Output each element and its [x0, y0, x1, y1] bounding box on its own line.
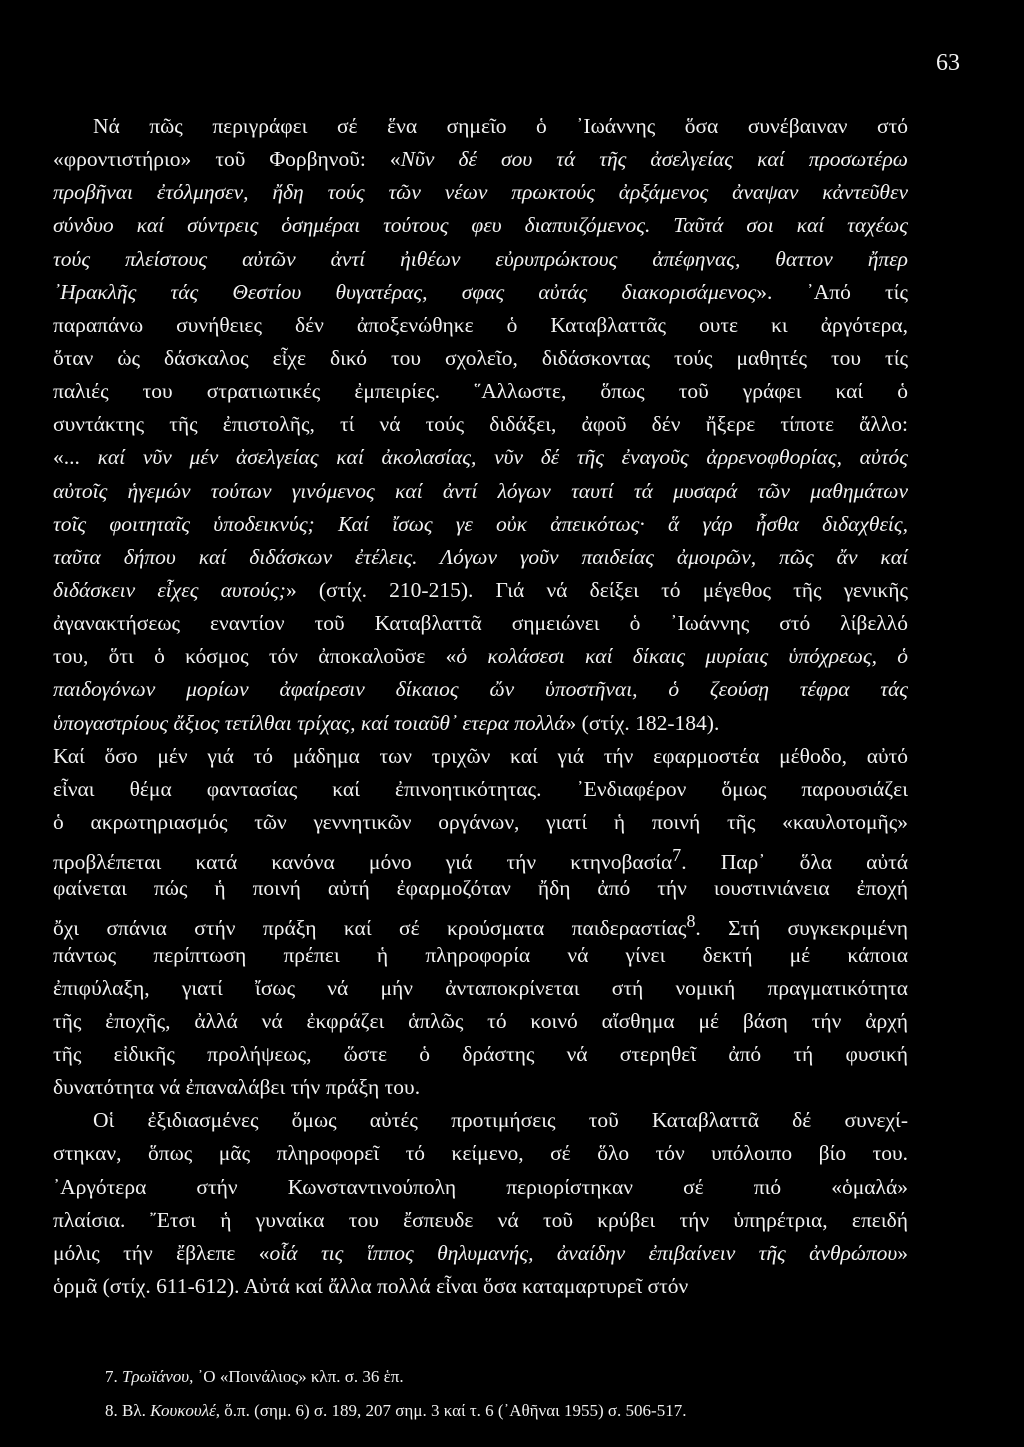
text-run: ὄχι σπάνια στήν πράξη καί σέ κρούσματα παιδεραστίας — [53, 916, 687, 941]
text-line — [53, 574, 908, 607]
italic-quote-text: ταῦτα δήπου καί διδάσκων ἐτέλεις. Λόγων γοῦν παιδείας ἀμοιρῶν, πῶς ἄν καί — [53, 544, 908, 569]
text-run: ἐπιφύλαξη, γιατί ἴσως νά μήν ἀνταποκρίνεται στή νομική πραγματικότητα — [53, 975, 908, 1000]
text-run: Νά πῶς περιγράφει σέ ἕνα σημεῖο ὁ ᾽Ιωάννης ὅσα συνέβαιναν στό — [93, 114, 908, 138]
text-run: ὁρμᾶ (στίχ. 611-612). Αὐτά καί ἄλλα πολλά εἶναι ὅσα καταμαρτυρεῖ στόν — [53, 1273, 689, 1298]
italic-quote-text: Τρωϊάνου — [122, 1367, 190, 1386]
italic-quote-text: παιδογόνων μορίων ἀφαίρεσιν δίκαιος ὤν ὑποστῆναι, ὁ ζεούσῃ τέφρα τάς — [53, 677, 908, 702]
text-run: , ὅ.π. (σημ. 6) σ. 189, 207 σημ. 3 καί τ. 6 (᾽Αθῆναι 1955) σ. 506-517. — [215, 1401, 687, 1420]
text-line — [53, 342, 908, 375]
text-line — [53, 806, 908, 839]
text-run: Καί ὅσο μέν γιά τό μάδημα των τριχῶν καί γιά τήν εφαρμοστέα μέθοδο, αὐτό — [53, 743, 908, 768]
text-line — [53, 640, 908, 673]
text-line — [53, 309, 908, 342]
text-run: ᾽Αργότερα στήν Κωνσταντινούπολη περιορίστηκαν σέ πιό «ὁμαλά» — [53, 1174, 908, 1199]
text-line — [53, 707, 908, 740]
text-run: εἶναι θέμα φαντασίας καί ἐπινοητικότητας. ᾽Ενδιαφέρον ὅμως παρουσιάζει — [53, 776, 908, 801]
text-run: συντάκτης τῆς ἐπιστολῆς, τί νά τούς διδάξει, ἀφοῦ δέν ἤξερε τίποτε ἄλλο: — [53, 412, 908, 437]
italic-quote-text: τούς πλείστους αὐτῶν ἀντί ἠιθέων εὐρυπρώκτους ἀπέφηνας, θαττον ἤπερ — [53, 246, 908, 271]
text-run: . Παρ᾽ ὅλα αὐτά — [681, 850, 908, 875]
text-run: Οἱ ἐξιδιασμένες ὅμως αὐτές προτιμήσεις τοῦ Καταβλαττᾶ δέ συνεχί- — [93, 1108, 908, 1133]
text-run: στηκαν, ὅπως μᾶς πληροφορεῖ τό κείμενο, σέ ὅλο τόν υπόλοιπο βίο του. — [53, 1141, 908, 1166]
footnote-ref: 7 — [672, 845, 682, 866]
text-run: » (στίχ. 182-184). — [565, 710, 720, 735]
text-run: 7. — [105, 1367, 122, 1386]
text-run: . Στή συγκεκριμένη — [695, 916, 908, 941]
text-line — [53, 773, 908, 806]
text-line — [53, 939, 908, 972]
italic-quote-text: σύνδυο καί σύντρεις ὁσημέραι τούτους φευ διαπυιζόμενος. Ταῦτά σοι καί ταχέως — [53, 213, 908, 238]
text-line — [53, 276, 908, 309]
text-line — [53, 607, 908, 640]
text-line — [53, 972, 908, 1005]
text-run: μόλις τήν ἔβλεπε « — [53, 1240, 270, 1265]
italic-quote-text: προβῆναι ἐτόλμησεν, ἤδη τούς τῶν νέων πρωκτούς ἀρξάμενος ἀναψαν κἀντεῦθεν — [53, 180, 908, 205]
text-run: » — [897, 1240, 908, 1265]
text-line — [53, 243, 908, 276]
text-line — [53, 375, 908, 408]
text-line — [53, 1171, 908, 1204]
italic-quote-text: ὑπογαστρίους ἄξιος τετίλθαι τρίχας, καί τοιαῦθ᾽ ετερα πολλά — [53, 710, 566, 735]
text-run: ὅταν ὡς δάσκαλος εἶχε δικό του σχολεῖο, διδάσκοντας τούς μαθητές του τίς — [53, 345, 908, 370]
text-line — [53, 1237, 908, 1270]
text-run: προβλέπεται κατά κανόνα μόνο γιά τήν κτηνοβασία — [53, 850, 673, 875]
text-run: ». ᾽Από τίς — [756, 279, 908, 304]
text-line — [53, 1137, 908, 1170]
text-run: «φροντιστήριο» τοῦ Φορβηνοῦ: « — [53, 147, 401, 172]
text-run: δυνατότητα νά ἐπαναλάβει τήν πράξη του. — [53, 1075, 421, 1100]
text-line — [53, 872, 908, 905]
text-line — [53, 1204, 908, 1237]
text-line — [53, 475, 908, 508]
text-run: ἀγανακτήσεως εναντίον τοῦ Καταβλαττᾶ σημειώνει ὁ ᾽Ιωάννης στό λίβελλό — [53, 611, 908, 636]
italic-quote-text: Νῦν δέ σου τά τῆς ἀσελγείας καί προσωτέρω — [400, 147, 908, 172]
italic-quote-text: καί νῦν μέν ἀσελγείας καί ἀκολασίας, νῦν δέ τῆς ἐναγοῦς ἀρρενοφθορίας, αὐτός — [97, 445, 908, 470]
italic-quote-text: διδάσκειν εἶχες αυτούς; — [53, 577, 286, 602]
text-line — [53, 673, 908, 706]
italic-quote-text: οἷά τις ἵππος θηλυμανής, ἀναίδην ἐπιβαίνειν τῆς ἀνθρώπου — [269, 1240, 898, 1265]
text-run: παλιές του στρατιωτικές ἐμπειρίες. ῞Αλλωστε, ὅπως τοῦ γράφει καί ὁ — [53, 379, 908, 404]
text-line — [53, 209, 908, 242]
text-line — [53, 508, 908, 541]
text-line — [53, 839, 908, 875]
italic-quote-text: ὁ κολάσεσι καί δίκαις μυρίαις ὑπόχρεως, ὁ — [456, 644, 908, 669]
text-line — [53, 541, 908, 574]
text-run: ὁ ακρωτηριασμός τῶν γεννητικῶν οργάνων, γιατί ἡ ποινή τῆς «καυλοτομῆς» — [53, 809, 908, 834]
text-line — [53, 143, 908, 176]
text-line — [53, 1005, 908, 1038]
text-run: παραπάνω συνήθειες δέν ἀποξενώθηκε ὁ Καταβλαττᾶς ουτε κι ἀργότερα, — [53, 312, 908, 337]
footnote — [105, 1360, 915, 1394]
footnote-ref: 8 — [686, 911, 696, 932]
text-line — [53, 1104, 908, 1137]
italic-quote-text: τοῖς φοιτηταῖς ὑποδεικνύς; Καί ἴσως γε οὐκ ἀπεικότως· ἅ γάρ ἦσθα διδαχθείς, — [53, 511, 908, 536]
text-run: πάντως περίπτωση πρέπει ἡ πληροφορία νά γίνει δεκτή μέ κάποια — [53, 942, 908, 967]
text-run: τῆς εἰδικῆς προλήψεως, ὥστε ὁ δράστης νά στερηθεῖ ἀπό τή φυσική — [53, 1041, 908, 1066]
text-run: , ᾽Ο «Ποινάλιος» κλπ. σ. 36 ἑπ. — [189, 1367, 404, 1386]
body-text — [53, 110, 908, 1303]
text-line — [53, 110, 908, 143]
text-run: του, ὅτι ὁ κόσμος τόν ἀποκαλοῦσε « — [53, 644, 457, 669]
text-run: «... — [53, 445, 98, 470]
text-run: φαίνεται πώς ἡ ποινή αὐτή ἐφαρμοζόταν ἤδη ἀπό τήν ιουστινιάνεια ἐποχή — [53, 876, 908, 901]
text-run: 8. Βλ. — [105, 1401, 151, 1420]
text-line — [53, 905, 908, 941]
text-run: » (στίχ. 210-215). Γιά νά δείξει τό μέγεθος τῆς γενικῆς — [285, 577, 908, 602]
text-line — [53, 441, 908, 474]
text-line — [53, 1270, 908, 1303]
italic-quote-text: ᾽Ηρακλῆς τάς Θεστίου θυγατέρας, σφας αὐτάς διακορισάμενος — [53, 279, 757, 304]
text-line — [53, 1038, 908, 1071]
footnotes — [105, 1360, 915, 1428]
text-line — [53, 408, 908, 441]
page-number: 63 — [936, 50, 960, 76]
text-run: τῆς ἐποχῆς, ἀλλά νά ἐκφράζει ἁπλῶς τό κοινό αἴσθημα μέ βάση τήν ἀρχή — [53, 1008, 908, 1033]
footnote — [105, 1394, 915, 1428]
text-line — [53, 176, 908, 209]
italic-quote-text: Κουκουλέ — [150, 1401, 216, 1420]
italic-quote-text: αὐτοῖς ἡγεμών τούτων γινόμενος καί ἀντί λόγων ταυτί τά μυσαρά τῶν μαθημάτων — [53, 478, 908, 503]
text-run: πλαίσια. ῎Ετσι ἡ γυναίκα του ἔσπευδε νά τοῦ κρύβει τήν ὑπηρέτρια, επειδή — [53, 1207, 908, 1232]
text-line — [53, 1071, 908, 1104]
text-line — [53, 740, 908, 773]
